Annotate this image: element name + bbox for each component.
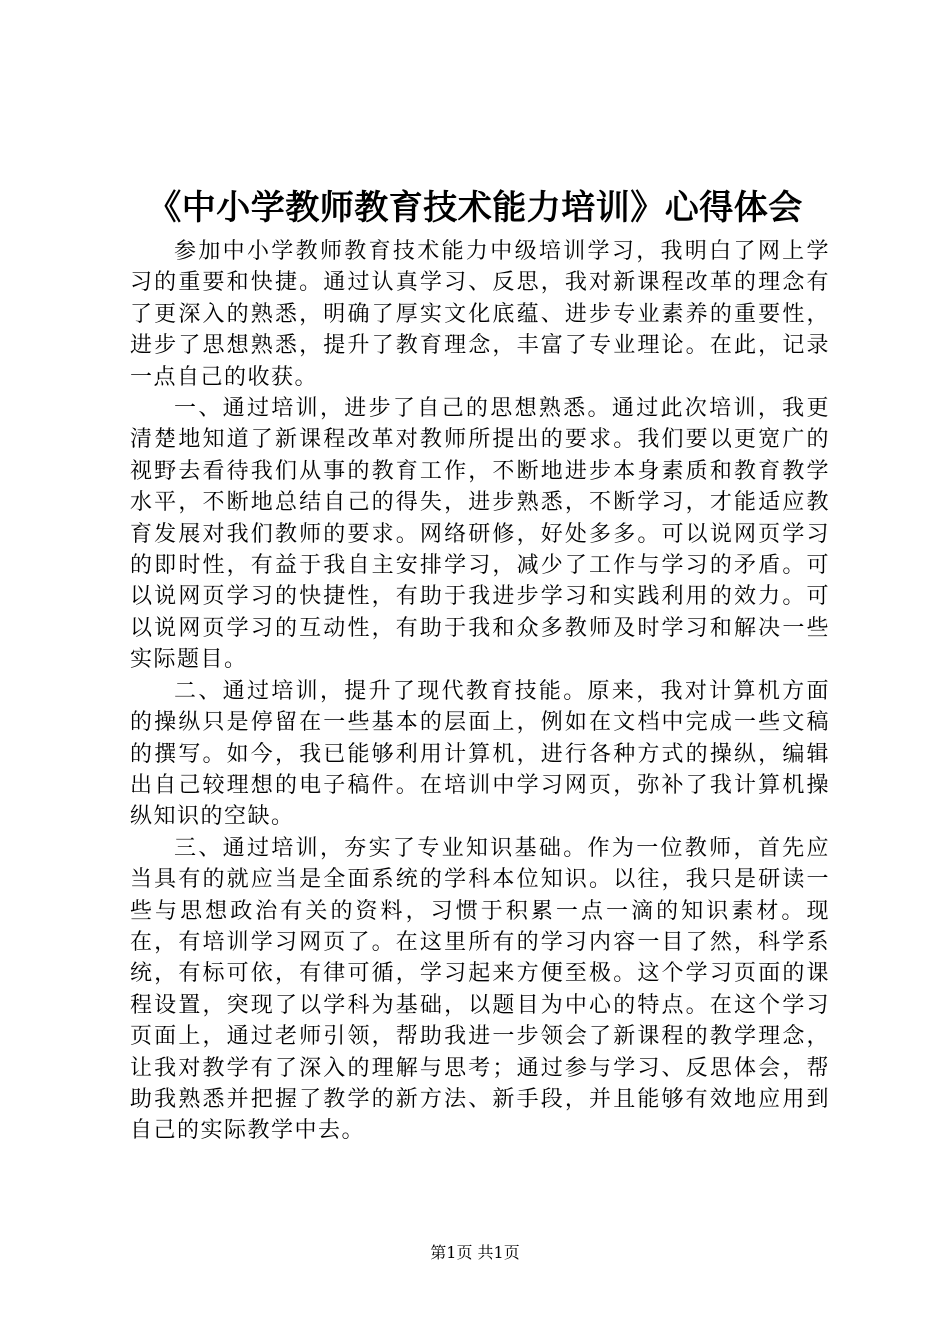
paragraph-section-3: 三、通过培训，夯实了专业知识基础。作为一位教师，首先应当具有的就应当是全面系统的学科本位知识。以往，我只是研读一些与思想政治有关的资料，习惯于积累一点一滴的知识素材。现在，有培训学习网页了。在这里所有的学习内容一目了然，科学系统，有标可依，有律可循，学习起来方便至极。这个学习页面的课程设置，突现了以学科为基础，以题目为中心的特点。在这个学习页面上，通过老师引领，帮助我进一步领会了新课程的教学理念，让我对教学有了深入的理解与思考；通过参与学习、反思体会，帮助我熟悉并把握了教学的新方法、新手段，并且能够有效地应用到自己的实际教学中去。 (130, 835, 830, 1144)
document-title: 《中小学教师教育技术能力培训》心得体会 (147, 188, 803, 228)
paragraph-section-1: 一、通过培训，进步了自己的思想熟悉。通过此次培训，我更清楚地知道了新课程改革对教师所提出的要求。我们要以更宽广的视野去看待我们从事的教育工作，不断地进步本身素质和教育教学水平，不断地总结自己的得失，进步熟悉，不断学习，才能适应教育发展对我们教师的要求。网络研修，好处多多。可以说网页学习的即时性，有益于我自主安排学习，减少了工作与学习的矛盾。可以说网页学习的快捷性，有助于我进步学习和实践利用的效力。可以说网页学习的互动性，有助于我和众多教师及时学习和解决一些实际题目。 (130, 396, 830, 673)
paragraph-section-2: 二、通过培训，提升了现代教育技能。原来，我对计算机方面的操纵只是停留在一些基本的层面上，例如在文档中完成一些文稿的撰写。如今，我已能够利用计算机，进行各种方式的操纵，编辑出自己较理想的电子稿件。在培训中学习网页，弥补了我计算机操纵知识的空缺。 (130, 678, 830, 830)
paragraph-intro: 参加中小学教师教育技术能力中级培训学习，我明白了网上学习的重要和快捷。通过认真学习、反思，我对新课程改革的理念有了更深入的熟悉，明确了厚实文化底蕴、进步专业素养的重要性，进步了思想熟悉，提升了教育理念，丰富了专业理论。在此，记录一点自己的收获。 (130, 239, 830, 390)
document-body (130, 236, 830, 1147)
page-number-footer: 第1页 共1页 (430, 1243, 520, 1262)
